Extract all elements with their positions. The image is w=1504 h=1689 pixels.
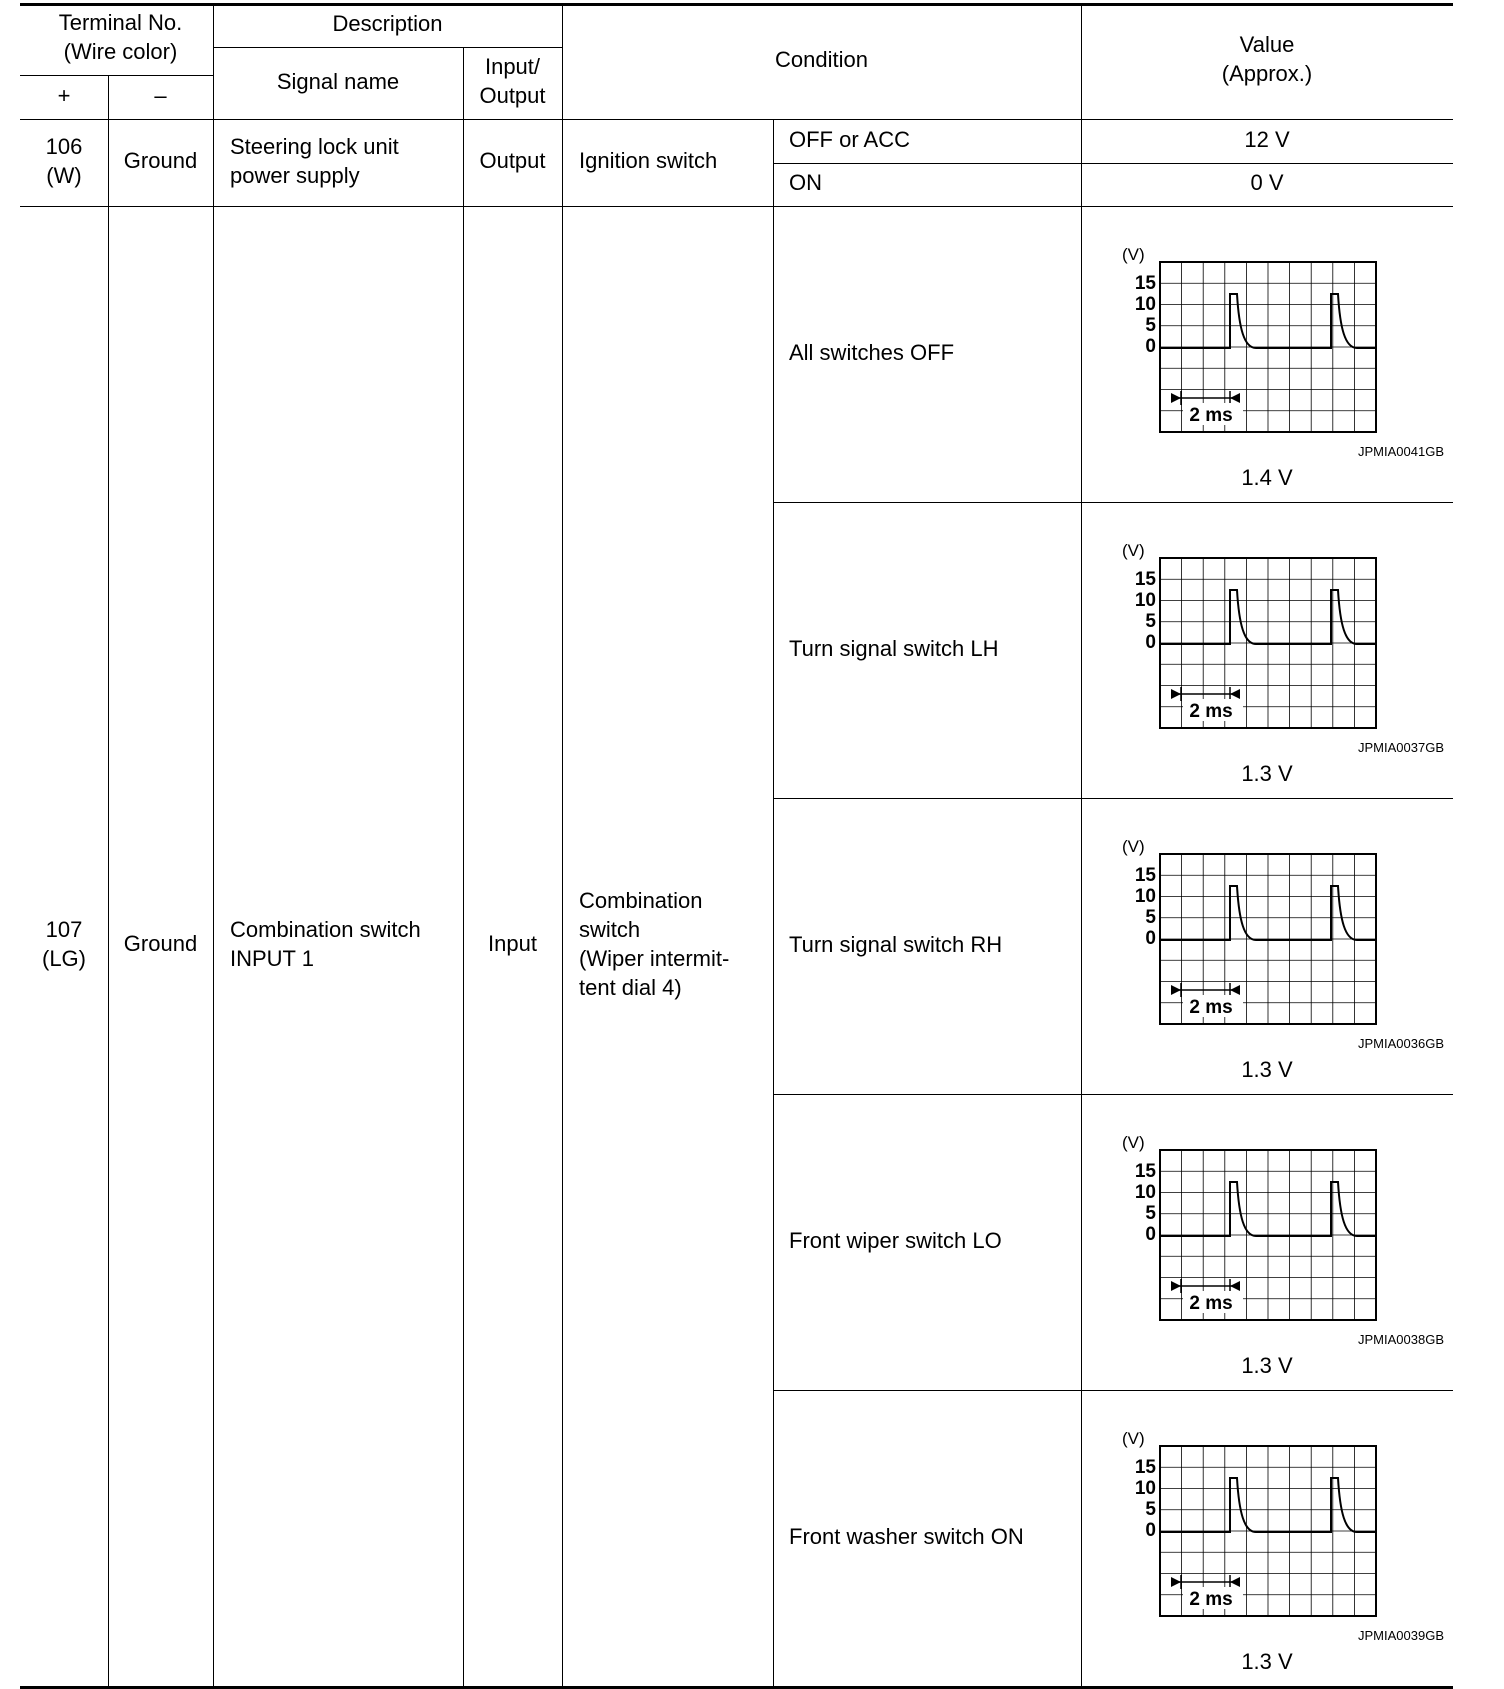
row107-signal-name: Combination switch INPUT 1: [230, 917, 421, 971]
row106-condition: Ignition switch: [579, 148, 718, 173]
y-tick-label: 15: [1134, 1161, 1156, 1182]
y-tick-label: 15: [1134, 865, 1156, 886]
figure-code: JPMIA0038GB: [1358, 1332, 1444, 1347]
y-tick-label: 10: [1134, 886, 1156, 907]
y-tick-label: 0: [1145, 336, 1156, 357]
col-rule-state: [773, 119, 774, 1688]
figure-code: JPMIA0039GB: [1358, 1628, 1444, 1643]
col-rule-value: [1081, 3, 1082, 1688]
row106-state-on: ON: [789, 170, 822, 195]
time-marker-arrow: [1230, 393, 1240, 403]
row107-condition: Combination switch (Wiper intermit- tent dial 4): [579, 888, 730, 1000]
time-marker-arrow: [1171, 1281, 1181, 1291]
terminal-107: 107 (LG): [42, 917, 86, 971]
row107-state-label: All switches OFF: [789, 340, 955, 365]
time-marker-arrow: [1171, 1577, 1181, 1587]
y-tick-label: 0: [1145, 1224, 1156, 1245]
row107-state-value: 1.3 V: [1241, 1353, 1293, 1378]
row107-state-label: Turn signal switch RH: [789, 932, 1003, 957]
row106-value-on: 0 V: [1250, 170, 1284, 195]
y-tick-label: 5: [1145, 611, 1156, 632]
header-plus: +: [57, 83, 71, 108]
y-tick-label: 5: [1145, 907, 1156, 928]
row107-io: Input: [488, 931, 537, 956]
time-marker-arrow: [1230, 1577, 1240, 1587]
y-tick-label: 10: [1134, 294, 1156, 315]
figure-code: JPMIA0036GB: [1358, 1036, 1444, 1051]
y-unit-label: (V): [1122, 1136, 1145, 1152]
row106-value-off-acc: 12 V: [1244, 127, 1290, 152]
y-tick-label: 0: [1145, 928, 1156, 949]
header-condition: Condition: [775, 47, 868, 72]
time-marker-arrow: [1230, 1281, 1240, 1291]
y-tick-label: 15: [1134, 1457, 1156, 1478]
col-rule-signal: [213, 3, 214, 1688]
y-tick-label: 0: [1145, 632, 1156, 653]
time-marker-arrow: [1171, 393, 1181, 403]
figure-code: JPMIA0041GB: [1358, 444, 1444, 459]
col-rule-condition: [562, 3, 563, 1688]
y-tick-label: 15: [1134, 569, 1156, 590]
time-scale-label: 2 ms: [1189, 1589, 1233, 1610]
row107-state-value: 1.3 V: [1241, 1649, 1293, 1674]
y-tick-label: 5: [1145, 315, 1156, 336]
row107-ground: Ground: [123, 931, 198, 956]
time-marker-arrow: [1230, 689, 1240, 699]
header-terminal-no: Terminal No. (Wire color): [58, 10, 183, 64]
col-rule-io: [463, 47, 464, 1688]
row106-ground: Ground: [123, 148, 198, 173]
row107-state-label: Front washer switch ON: [789, 1524, 1024, 1549]
row107-state-value: 1.3 V: [1241, 761, 1293, 786]
row107-state-value: 1.3 V: [1241, 1057, 1293, 1082]
row107-state-rule-3: [773, 1094, 1453, 1095]
y-tick-label: 10: [1134, 590, 1156, 611]
terminal-106: 106 (W): [45, 134, 83, 188]
y-unit-label: (V): [1122, 840, 1145, 856]
header-value: Value (Approx.): [1221, 32, 1313, 86]
y-unit-label: (V): [1122, 248, 1145, 264]
table-top-rule: [20, 3, 1453, 6]
time-scale-label: 2 ms: [1189, 997, 1233, 1018]
description-rule: [213, 47, 562, 48]
figure-code: JPMIA0037GB: [1358, 740, 1444, 755]
time-marker-arrow: [1230, 985, 1240, 995]
y-tick-label: 5: [1145, 1203, 1156, 1224]
time-marker-arrow: [1171, 689, 1181, 699]
time-scale-label: 2 ms: [1189, 701, 1233, 722]
time-marker-arrow: [1171, 985, 1181, 995]
row106-signal-name: Steering lock unit power supply: [230, 134, 399, 188]
waveform-figure: [1120, 1136, 1380, 1326]
y-tick-label: 10: [1134, 1182, 1156, 1203]
row107-state-rule-1: [773, 502, 1453, 503]
terminal-rule: [20, 75, 213, 76]
row106-io: Output: [479, 148, 546, 173]
header-signal-name: Signal name: [276, 69, 400, 94]
waveform-figure: [1120, 1432, 1380, 1622]
row107-state-label: Turn signal switch LH: [789, 636, 999, 661]
time-scale-label: 2 ms: [1189, 405, 1233, 426]
header-input-output: Input/ Output: [479, 54, 546, 108]
header-minus: –: [154, 83, 167, 108]
y-tick-label: 5: [1145, 1499, 1156, 1520]
row106-state-off-acc: OFF or ACC: [789, 127, 911, 152]
row107-state-value: 1.4 V: [1241, 465, 1293, 490]
y-tick-label: 10: [1134, 1478, 1156, 1499]
y-unit-label: (V): [1122, 544, 1145, 560]
y-tick-label: 0: [1145, 1520, 1156, 1541]
y-tick-label: 15: [1134, 273, 1156, 294]
row106-bottom-rule: [20, 206, 1453, 207]
row107-state-label: Front wiper switch LO: [789, 1228, 1002, 1253]
row107-state-rule-2: [773, 798, 1453, 799]
waveform-figure: [1120, 544, 1380, 734]
header-bottom-rule: [20, 119, 1453, 120]
waveform-figure: [1120, 248, 1380, 438]
col-rule-minus: [108, 75, 109, 1688]
row106-state-rule: [773, 163, 1453, 164]
time-scale-label: 2 ms: [1189, 1293, 1233, 1314]
header-description: Description: [332, 11, 443, 36]
row107-state-rule-4: [773, 1390, 1453, 1391]
y-unit-label: (V): [1122, 1432, 1145, 1448]
waveform-figure: [1120, 840, 1380, 1030]
